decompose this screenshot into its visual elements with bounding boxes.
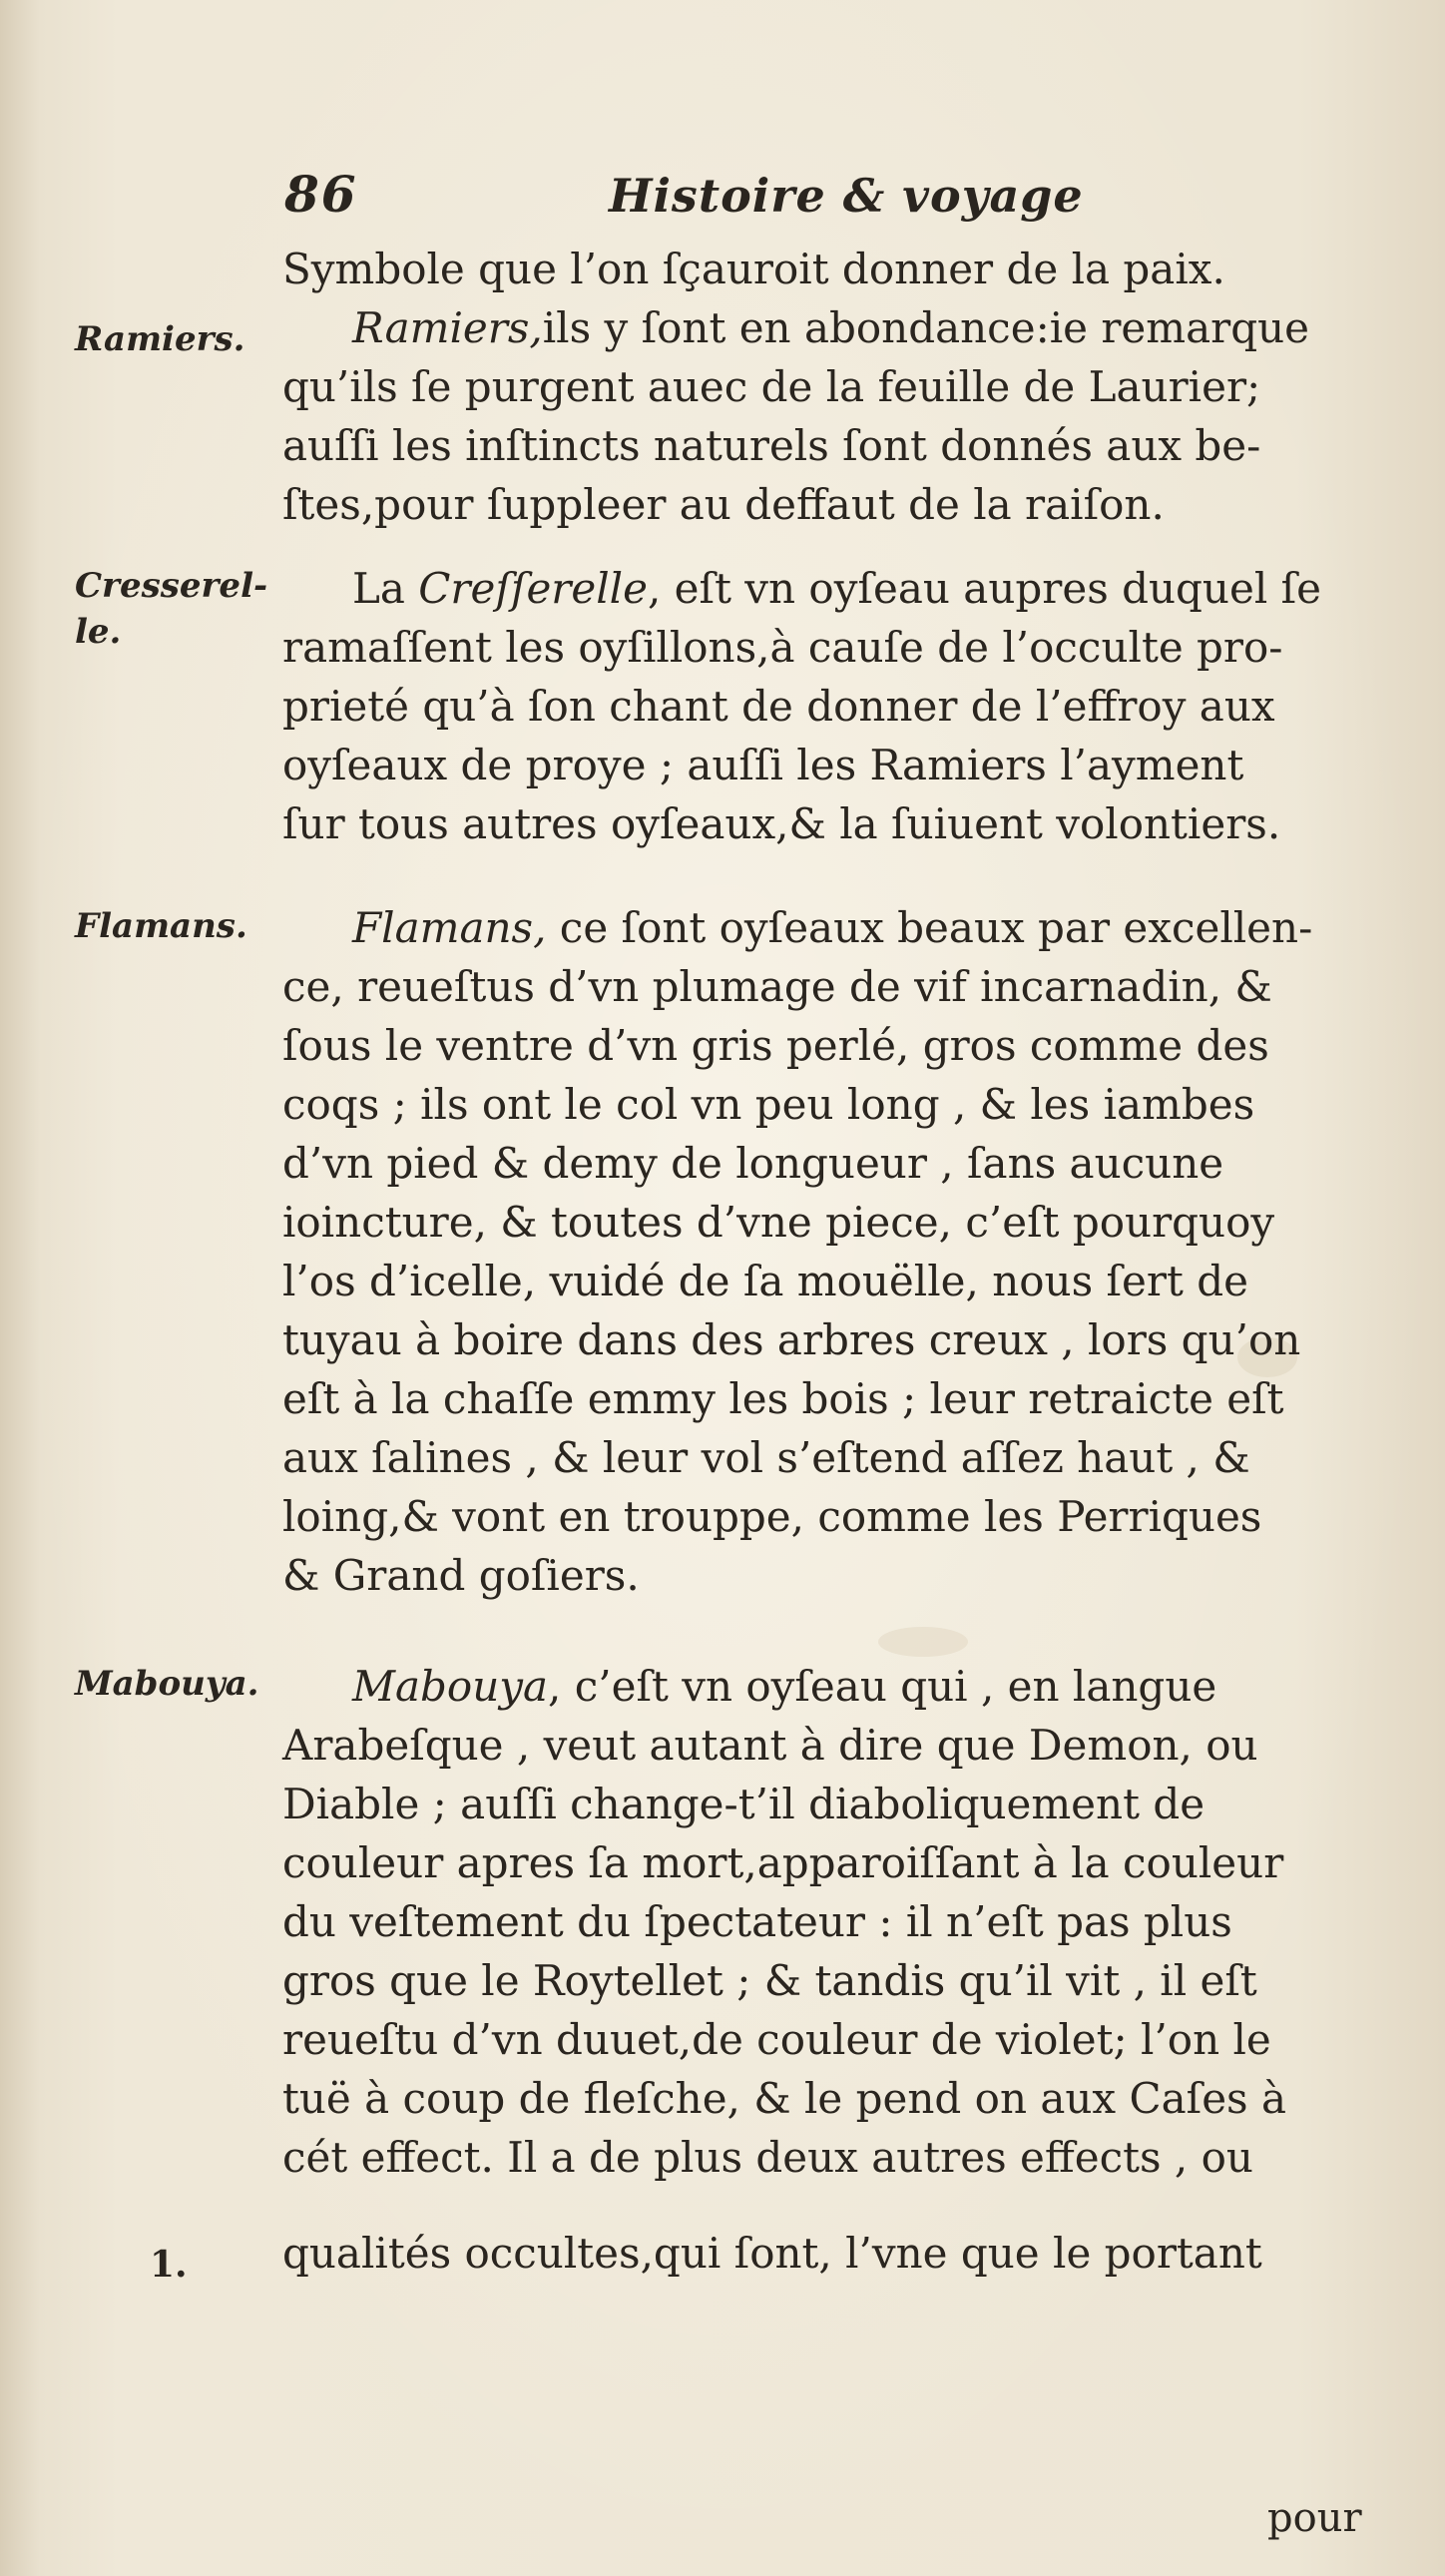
text-line: ce, reueſtus d’vn plumage de vif incarnadin, &	[282, 962, 1272, 1011]
text-line: eſt à la chaſſe emmy les bois ; leur retraicte eſt	[282, 1374, 1284, 1423]
text-line: Diable ; auſſi change-t’il diaboliquement de	[282, 1780, 1205, 1828]
italic-term: Ramiers,	[352, 303, 543, 352]
text-line: l’os d’icelle, vuidé de ſa mouëlle, nous ſert de	[282, 1257, 1248, 1305]
text-line: qu’ils ſe purgent auec de la feuille de Laurier;	[282, 362, 1261, 411]
text-line: ſur tous autres oyſeaux,& la ſuiuent volontiers.	[282, 799, 1281, 848]
text-span: , eſt vn oyſeau aupres duquel ſe	[647, 564, 1322, 613]
text-line: reueſtu d’vn duuet,de couleur de violet; l’on le	[282, 2015, 1271, 2064]
text-line	[352, 898, 1312, 957]
text-line: loing,& vont en trouppe, comme les Perriques	[282, 1492, 1262, 1541]
text-line	[352, 559, 1321, 618]
text-line: coqs ; ils ont le col vn peu long , & les iambes	[282, 1080, 1255, 1129]
margin-note-cresserelle: Cresserel-	[75, 566, 268, 606]
running-head: Histoire & voyage	[609, 169, 1084, 223]
text-line: tuyau à boire dans des arbres creux , lors qu’on	[282, 1315, 1301, 1364]
italic-term: Creſſerelle	[418, 564, 648, 613]
text-span: , c’eſt vn oyſeau qui , en langue	[548, 1662, 1217, 1711]
text-line: & Grand goſiers.	[282, 1551, 640, 1600]
text-line: ſous le ventre d’vn gris perlé, gros comme des	[282, 1021, 1269, 1070]
page-header	[0, 165, 1445, 235]
text-line: gros que le Roytellet ; & tandis qu’il vit , il eſt	[282, 1956, 1257, 2005]
text-line: ramaſſent les oyſillons,à cauſe de l’occulte pro-	[282, 623, 1283, 672]
text-line	[352, 298, 1309, 357]
text-line: d’vn pied & demy de longueur , ſans aucune	[282, 1139, 1224, 1188]
text-line: du veſtement du ſpectateur : il n’eſt pas plus	[282, 1897, 1232, 1946]
text-line: oyſeaux de proye ; auſſi les Ramiers l’ayment	[282, 741, 1244, 789]
text-span: La	[352, 564, 405, 613]
text-line	[352, 1657, 1216, 1716]
italic-term: Mabouya	[352, 1662, 549, 1711]
margin-note-mabouya: Mabouya.	[75, 1664, 259, 1704]
page-number: 86	[284, 165, 358, 224]
margin-note-ramiers: Ramiers.	[75, 319, 245, 359]
text-span: ils y ſont en abondance:ie remarque	[542, 303, 1310, 352]
italic-term: Flamans,	[352, 903, 547, 952]
text-span: ce ſont oyſeaux beaux par excellen-	[559, 903, 1313, 952]
text-line: ſtes,pour ſuppleer au deffaut de la raiſon.	[282, 480, 1165, 529]
margin-note-number: 1.	[150, 2244, 188, 2286]
text-line: Arabeſque , veut autant à dire que Demon, ou	[282, 1721, 1258, 1770]
margin-note-flamans: Flamans.	[75, 906, 247, 946]
text-line: prieté qu’à ſon chant de donner de l’effroy aux	[282, 682, 1275, 731]
text-line: aux ſalines , & leur vol s’eſtend aſſez haut , &	[282, 1433, 1250, 1482]
text-line: cét effect. Il a de plus deux autres effects , ou	[282, 2133, 1253, 2182]
text-line: qualités occultes,qui ſont, l’vne que le portant	[282, 2229, 1262, 2278]
paper-stain	[878, 1627, 968, 1657]
text-line: auſſi les inſtincts naturels ſont donnés aux be-	[282, 421, 1261, 470]
text-line: ioincture, & toutes d’vne piece, c’eſt pourquoy	[282, 1198, 1275, 1247]
catchword: pour	[1267, 2495, 1362, 2541]
margin-note-cresserelle-cont: le.	[75, 612, 122, 652]
text-line: tuë à coup de fleſche, & le pend on aux Caſes à	[282, 2074, 1286, 2123]
text-line: Symbole que l’on ſçauroit donner de la paix.	[282, 245, 1225, 293]
text-line: couleur apres ſa mort,apparoiſſant à la couleur	[282, 1838, 1284, 1887]
